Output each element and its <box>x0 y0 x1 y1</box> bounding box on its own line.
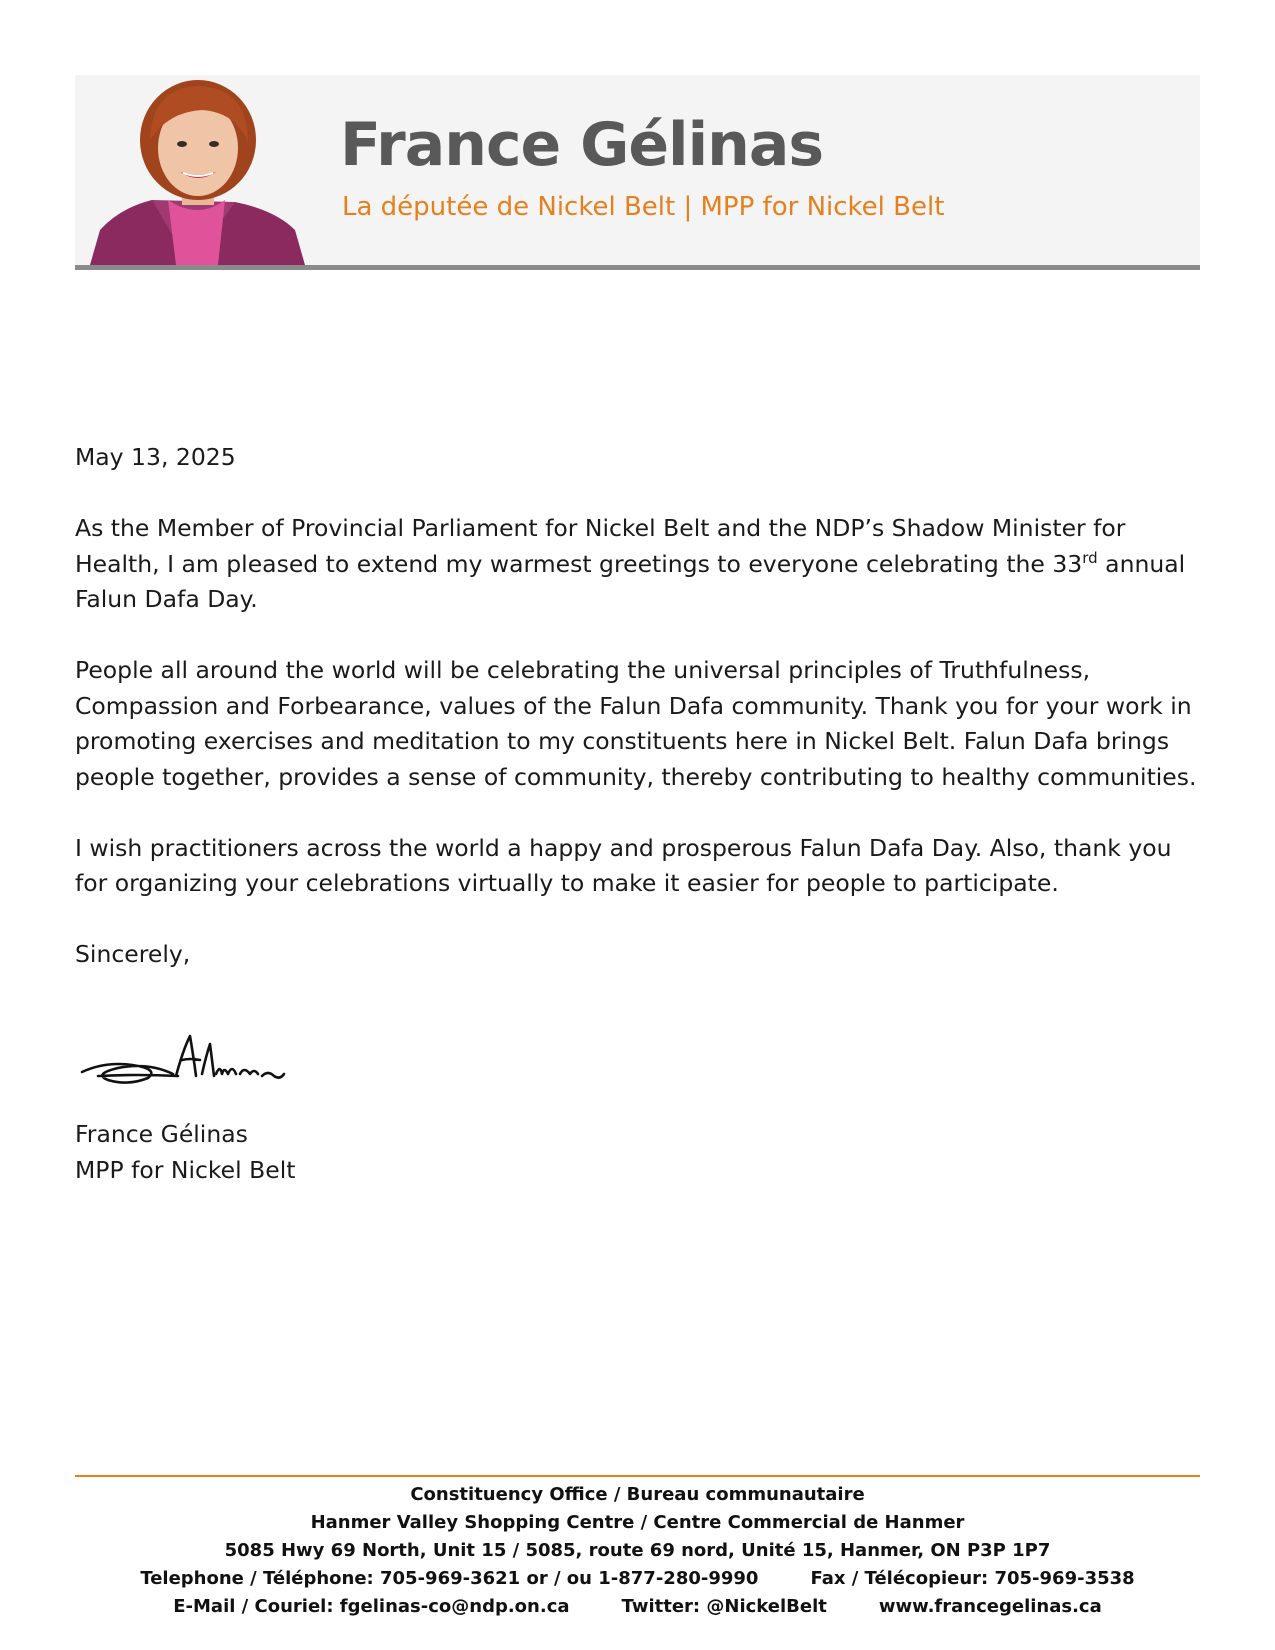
footer-fax: Fax / Télécopieur: 705-969-3538 <box>810 1568 1135 1589</box>
footer-website[interactable]: www.francegelinas.ca <box>878 1596 1102 1617</box>
letter-closing: Sincerely, <box>75 940 191 968</box>
footer-phone-row <box>75 1565 1200 1593</box>
footer-telephone: Telephone / Téléphone: 705-969-3621 or / ou 1-877-280-9990 <box>140 1568 759 1589</box>
footer-online-row <box>75 1593 1200 1621</box>
letter-body <box>75 440 1205 973</box>
footer-contact <box>75 1481 1200 1621</box>
paragraph-greeting-end: annual Falun Dafa Day. <box>75 549 1186 613</box>
letterhead-name: France Gélinas <box>340 110 824 180</box>
portrait-photo <box>90 80 305 265</box>
letterhead-subtitle: La députée de Nickel Belt | MPP for Nickel Belt <box>342 192 945 222</box>
footer-address: 5085 Hwy 69 North, Unit 15 / 5085, route 69 nord, Unité 15, Hanmer, ON P3P 1P7 <box>224 1540 1051 1561</box>
paragraph-greeting-text: As the Member of Provincial Parliament for Nickel Belt and the NDP’s Shadow Minister for Health, I am pleased to extend my warmest greetings to everyone celebrating the 33 <box>75 514 1126 578</box>
letterhead-divider <box>75 265 1200 270</box>
handwritten-signature <box>78 1030 298 1092</box>
footer-office-label: Constituency Office / Bureau communautaire <box>410 1484 865 1505</box>
paragraph-principles: People all around the world will be celebrating the universal principles of Truthfulness, Compassion and Forbearance, values of the Falun Dafa community. Thank you for your work in promoting exercises and meditation to my constituents here in Nickel Belt. Falun Dafa brings people together, provides a sense of community, thereby contributing to healthy communities. <box>75 656 1197 791</box>
footer-location: Hanmer Valley Shopping Centre / Centre Commercial de Hanmer <box>310 1512 965 1533</box>
signature-block <box>75 1117 295 1188</box>
sender-title: MPP for Nickel Belt <box>75 1155 296 1184</box>
footer-twitter[interactable]: Twitter: @NickelBelt <box>621 1596 827 1617</box>
paragraph-wishes: I wish practitioners across the world a happy and prosperous Falun Dafa Day. Also, thank you for organizing your celebrations virtually to make it easier for people to participate. <box>75 833 1172 897</box>
sender-name: France Gélinas <box>75 1120 248 1148</box>
ordinal-suffix: rd <box>1082 548 1098 567</box>
footer-divider <box>75 1475 1200 1477</box>
letter-date: May 13, 2025 <box>75 443 236 471</box>
footer-email[interactable]: E-Mail / Couriel: fgelinas-co@ndp.on.ca <box>173 1596 570 1617</box>
paragraph-greeting <box>75 511 1205 618</box>
